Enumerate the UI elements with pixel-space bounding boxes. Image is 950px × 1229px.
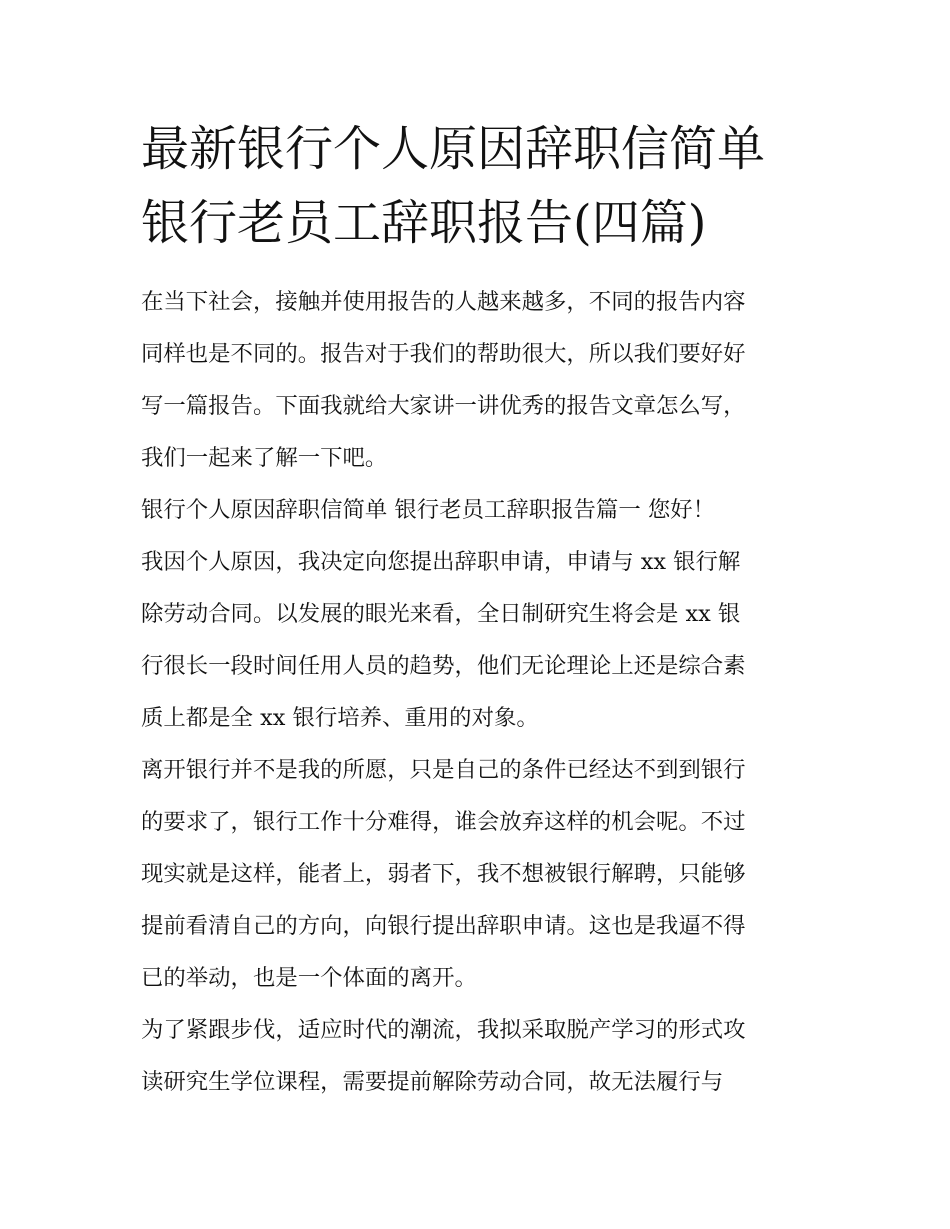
text-line: 读研究生学位课程，需要提前解除劳动合同，故无法履行与 bbox=[141, 1069, 724, 1095]
text-line: 写一篇报告。下面我就给大家讲一讲优秀的报告文章怎么写， bbox=[141, 393, 746, 419]
text-line: 银行个人原因辞职信简单 银行老员工辞职报告篇一 您好！ bbox=[141, 497, 715, 523]
body-paragraph bbox=[141, 744, 813, 1004]
title-spacer bbox=[141, 260, 813, 276]
text-line: 我们一起来了解一下吧。 bbox=[141, 445, 388, 471]
document-title bbox=[141, 112, 813, 260]
text-line: 提前看清自己的方向，向银行提出辞职申请。这也是我逼不得 bbox=[141, 913, 746, 939]
text-line: 除劳动合同。以发展的眼光来看，全日制研究生将会是 xx 银 bbox=[141, 601, 741, 627]
text-line: 在当下社会，接触并使用报告的人越来越多，不同的报告内容 bbox=[141, 289, 746, 315]
title-line: 最新银行个人原因辞职信简单 bbox=[141, 121, 766, 177]
text-line: 为了紧跟步伐，适应时代的潮流，我拟采取脱产学习的形式攻 bbox=[141, 1017, 746, 1043]
text-line: 同样也是不同的。报告对于我们的帮助很大，所以我们要好好 bbox=[141, 341, 746, 367]
section-heading-paragraph bbox=[141, 484, 813, 536]
text-line: 已的举动，也是一个体面的离开。 bbox=[141, 965, 477, 991]
text-line: 质上都是全 xx 银行培养、重用的对象。 bbox=[141, 705, 539, 731]
text-line: 我因个人原因，我决定向您提出辞职申请，申请与 xx 银行解 bbox=[141, 549, 741, 575]
intro-paragraph bbox=[141, 276, 813, 484]
text-line: 现实就是这样，能者上，弱者下，我不想被银行解聘，只能够 bbox=[141, 861, 746, 887]
document-body bbox=[141, 112, 813, 1108]
body-paragraph bbox=[141, 536, 813, 744]
text-line: 行很长一段时间任用人员的趋势，他们无论理论上还是综合素 bbox=[141, 653, 746, 679]
body-paragraph bbox=[141, 1004, 813, 1108]
text-line: 的要求了，银行工作十分难得，谁会放弃这样的机会呢。不过 bbox=[141, 809, 746, 835]
title-line: 银行老员工辞职报告(四篇) bbox=[141, 195, 707, 251]
text-line: 离开银行并不是我的所愿，只是自己的条件已经达不到到银行 bbox=[141, 757, 746, 783]
